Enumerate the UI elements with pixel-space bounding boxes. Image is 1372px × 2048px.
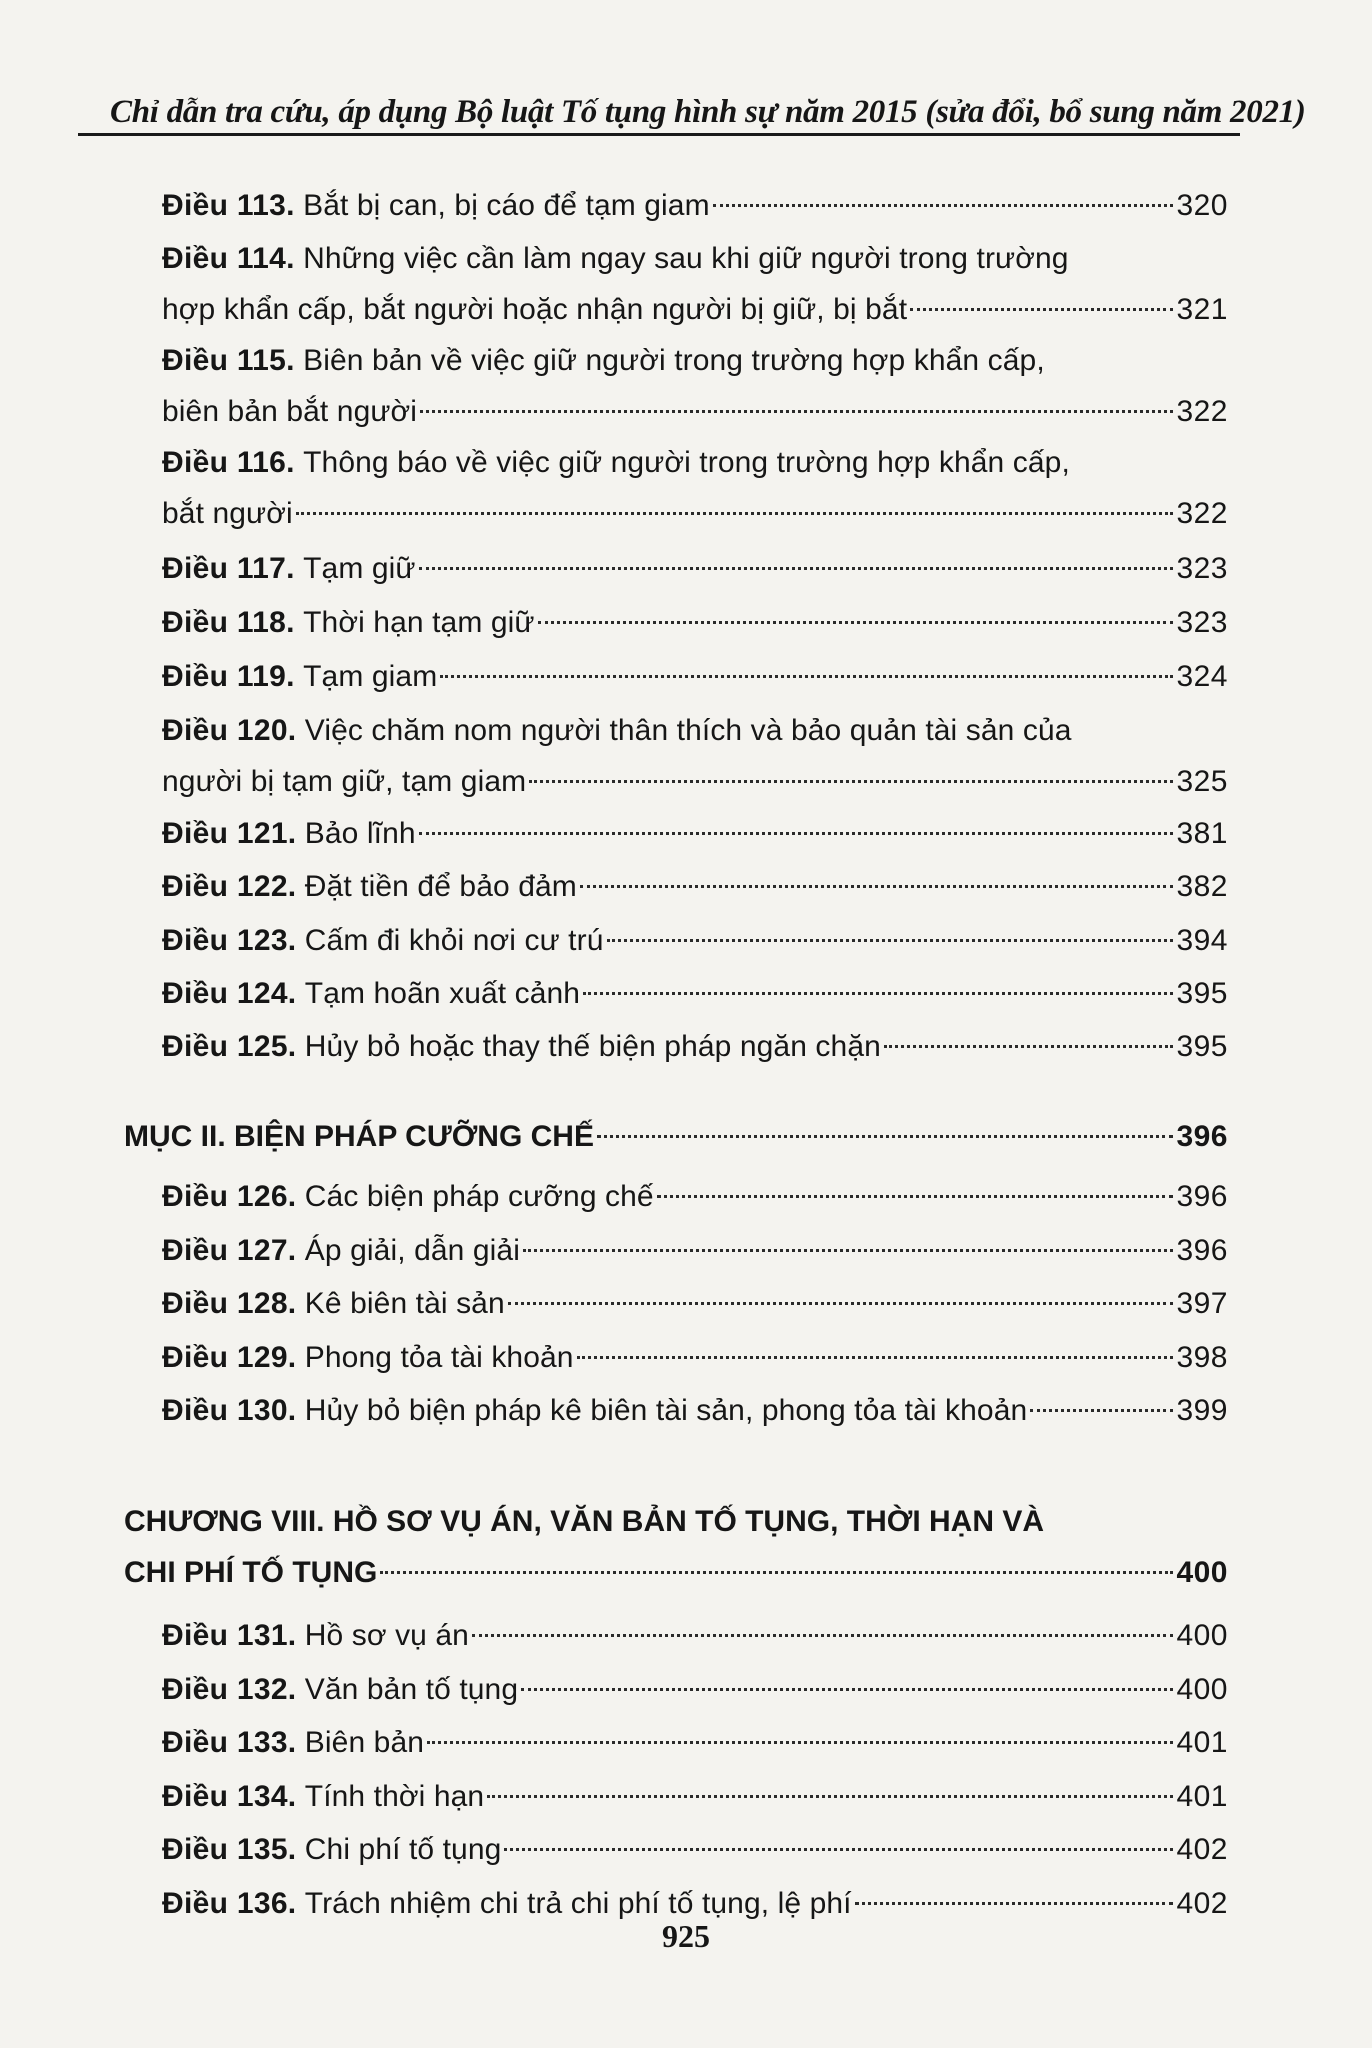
toc-chapter-8	[124, 1496, 1228, 1598]
page-number: 323	[1176, 552, 1228, 585]
article-label: Điều 118.	[162, 606, 295, 639]
dot-leader	[420, 410, 1173, 413]
toc-entry-115	[162, 335, 1228, 437]
toc-entry-126	[162, 1171, 1228, 1222]
article-title: Biên bản về việc giữ người trong trường hợp khẩn cấp,	[303, 344, 1045, 377]
page-number: 400	[1176, 1556, 1228, 1589]
dot-leader	[855, 1902, 1174, 1905]
dot-leader	[597, 1135, 1173, 1138]
article-title: Tạm giữ	[303, 552, 416, 585]
page-number: 400	[1176, 1619, 1228, 1652]
article-title-continued: bắt người	[162, 497, 293, 530]
article-label: Điều 136.	[162, 1887, 297, 1920]
dot-leader	[1030, 1409, 1173, 1412]
page-number: 395	[1176, 977, 1228, 1010]
article-title: Các biện pháp cưỡng chế	[304, 1180, 654, 1213]
page-folio: 925	[662, 1918, 710, 1954]
running-header: Chỉ dẫn tra cứu, áp dụng Bộ luật Tố tụng hình sự năm 2015 (sửa đổi, bổ sung năm 2021)	[110, 94, 1306, 130]
article-title: Văn bản tố tụng	[304, 1673, 519, 1706]
dot-leader	[508, 1302, 1174, 1305]
dot-leader	[487, 1795, 1173, 1798]
dot-leader	[577, 1356, 1174, 1359]
toc-entry-122	[162, 861, 1228, 912]
article-title: Áp giải, dẫn giải	[304, 1234, 520, 1267]
toc-entry-129	[162, 1332, 1228, 1383]
article-title: Việc chăm nom người thân thích và bảo quản tài sản của	[304, 714, 1072, 747]
dot-leader	[583, 992, 1173, 995]
page-number: 394	[1176, 924, 1228, 957]
article-title: Tạm giam	[303, 660, 438, 693]
article-title: Tạm hoãn xuất cảnh	[304, 977, 581, 1010]
article-title: Cấm đi khỏi nơi cư trú	[304, 924, 604, 957]
article-label: Điều 117.	[162, 552, 295, 585]
article-title: Chi phí tố tụng	[304, 1833, 502, 1866]
article-title: Tính thời hạn	[304, 1780, 485, 1813]
article-title-continued: người bị tạm giữ, tạm giam	[162, 765, 527, 798]
article-title: Phong tỏa tài khoản	[304, 1341, 574, 1374]
section-title: MỤC II. BIỆN PHÁP CƯỠNG CHẾ	[124, 1120, 594, 1153]
article-label: Điều 133.	[162, 1726, 297, 1759]
article-title: Hồ sơ vụ án	[304, 1619, 469, 1652]
page-number: 324	[1176, 660, 1228, 693]
toc-entry-132	[162, 1664, 1228, 1715]
article-label: Điều 130.	[162, 1394, 297, 1427]
toc-entry-113	[162, 180, 1228, 231]
article-label: Điều 127.	[162, 1234, 297, 1267]
toc-entry-117	[162, 543, 1228, 594]
article-label: Điều 122.	[162, 870, 297, 903]
dot-leader	[380, 1571, 1173, 1574]
dot-leader	[713, 204, 1174, 207]
toc-entry-120	[162, 705, 1228, 807]
dot-leader	[472, 1634, 1173, 1637]
dot-leader	[504, 1848, 1173, 1851]
article-title: Trách nhiệm chi trả chi phí tố tụng, lệ phí	[304, 1887, 852, 1920]
page-number: 396	[1176, 1180, 1228, 1213]
dot-leader	[538, 621, 1174, 624]
dot-leader	[440, 675, 1173, 678]
dot-leader	[523, 1249, 1173, 1252]
page-number: 382	[1176, 870, 1228, 903]
article-label: Điều 124.	[162, 977, 297, 1010]
dot-leader	[580, 885, 1174, 888]
toc-entry-114	[162, 233, 1228, 335]
article-title: Đặt tiền để bảo đảm	[304, 870, 577, 903]
toc-entry-123	[162, 915, 1228, 966]
article-label: Điều 135.	[162, 1833, 297, 1866]
article-label: Điều 132.	[162, 1673, 297, 1706]
article-title: Những việc cần làm ngay sau khi giữ người trong trường	[303, 242, 1069, 275]
page-number: 397	[1176, 1287, 1228, 1320]
toc-entry-130	[162, 1385, 1228, 1436]
page-number: 323	[1176, 606, 1228, 639]
page-number: 402	[1176, 1833, 1228, 1866]
article-label: Điều 120.	[162, 714, 297, 747]
article-label: Điều 119.	[162, 660, 295, 693]
dot-leader	[419, 567, 1174, 570]
toc-entry-127	[162, 1225, 1228, 1276]
article-label: Điều 116.	[162, 446, 295, 479]
toc-entry-124	[162, 968, 1228, 1019]
article-label: Điều 123.	[162, 924, 297, 957]
article-label: Điều 128.	[162, 1287, 297, 1320]
article-title: Kê biên tài sản	[304, 1287, 505, 1320]
article-title: Biên bản	[304, 1726, 425, 1759]
page-number: 395	[1176, 1030, 1228, 1063]
article-label: Điều 131.	[162, 1619, 297, 1652]
article-label: Điều 113.	[162, 189, 295, 222]
dot-leader	[884, 1045, 1174, 1048]
article-title: Bảo lĩnh	[304, 817, 416, 850]
dot-leader	[296, 512, 1174, 515]
article-title: Hủy bỏ biện pháp kê biên tài sản, phong tỏa tài khoản	[304, 1394, 1028, 1427]
article-label: Điều 134.	[162, 1780, 297, 1813]
page-number: 320	[1176, 189, 1228, 222]
chapter-title: CHƯƠNG VIII. HỒ SƠ VỤ ÁN, VĂN BẢN TỐ TỤNG, THỜI HẠN VÀ	[124, 1505, 1045, 1538]
article-title: Thông báo về việc giữ người trong trường hợp khẩn cấp,	[303, 446, 1070, 479]
toc-entry-118	[162, 597, 1228, 648]
article-title-continued: hợp khẩn cấp, bắt người hoặc nhận người bị giữ, bị bắt	[162, 293, 908, 326]
article-label: Điều 126.	[162, 1180, 297, 1213]
dot-leader	[529, 780, 1173, 783]
toc-entry-133	[162, 1717, 1228, 1768]
page-number: 398	[1176, 1341, 1228, 1374]
article-label: Điều 114.	[162, 242, 295, 275]
toc-entry-128	[162, 1278, 1228, 1329]
article-title: Thời hạn tạm giữ	[303, 606, 535, 639]
header-rule	[78, 133, 1240, 136]
page-number: 402	[1176, 1887, 1228, 1920]
page-number: 399	[1176, 1394, 1228, 1427]
page-number: 381	[1176, 817, 1228, 850]
article-label: Điều 121.	[162, 817, 297, 850]
article-label: Điều 125.	[162, 1030, 297, 1063]
toc-entry-131	[162, 1610, 1228, 1661]
page-number: 322	[1176, 497, 1228, 530]
dot-leader	[910, 308, 1173, 311]
toc-section-2	[124, 1111, 1228, 1162]
dot-leader	[419, 832, 1174, 835]
article-title: Bắt bị can, bị cáo để tạm giam	[303, 189, 710, 222]
page-number: 325	[1176, 765, 1228, 798]
dot-leader	[657, 1195, 1174, 1198]
article-label: Điều 115.	[162, 344, 295, 377]
article-title: Hủy bỏ hoặc thay thế biện pháp ngăn chặn	[304, 1030, 881, 1063]
page-number: 321	[1176, 293, 1228, 326]
page-number: 401	[1176, 1726, 1228, 1759]
page-number: 401	[1176, 1780, 1228, 1813]
toc-entry-125	[162, 1021, 1228, 1072]
dot-leader	[427, 1741, 1173, 1744]
chapter-title-continued: CHI PHÍ TỐ TỤNG	[124, 1556, 378, 1589]
dot-leader	[607, 939, 1174, 942]
page-number: 322	[1176, 395, 1228, 428]
toc-entry-134	[162, 1771, 1228, 1822]
page-number: 396	[1176, 1234, 1228, 1267]
article-label: Điều 129.	[162, 1341, 297, 1374]
dot-leader	[521, 1688, 1173, 1691]
toc-entry-121	[162, 808, 1228, 859]
page-number: 400	[1176, 1673, 1228, 1706]
page-number: 396	[1176, 1120, 1228, 1153]
toc-entry-116	[162, 437, 1228, 539]
toc-entry-119	[162, 651, 1228, 702]
article-title-continued: biên bản bắt người	[162, 395, 418, 428]
toc-entry-135	[162, 1824, 1228, 1875]
